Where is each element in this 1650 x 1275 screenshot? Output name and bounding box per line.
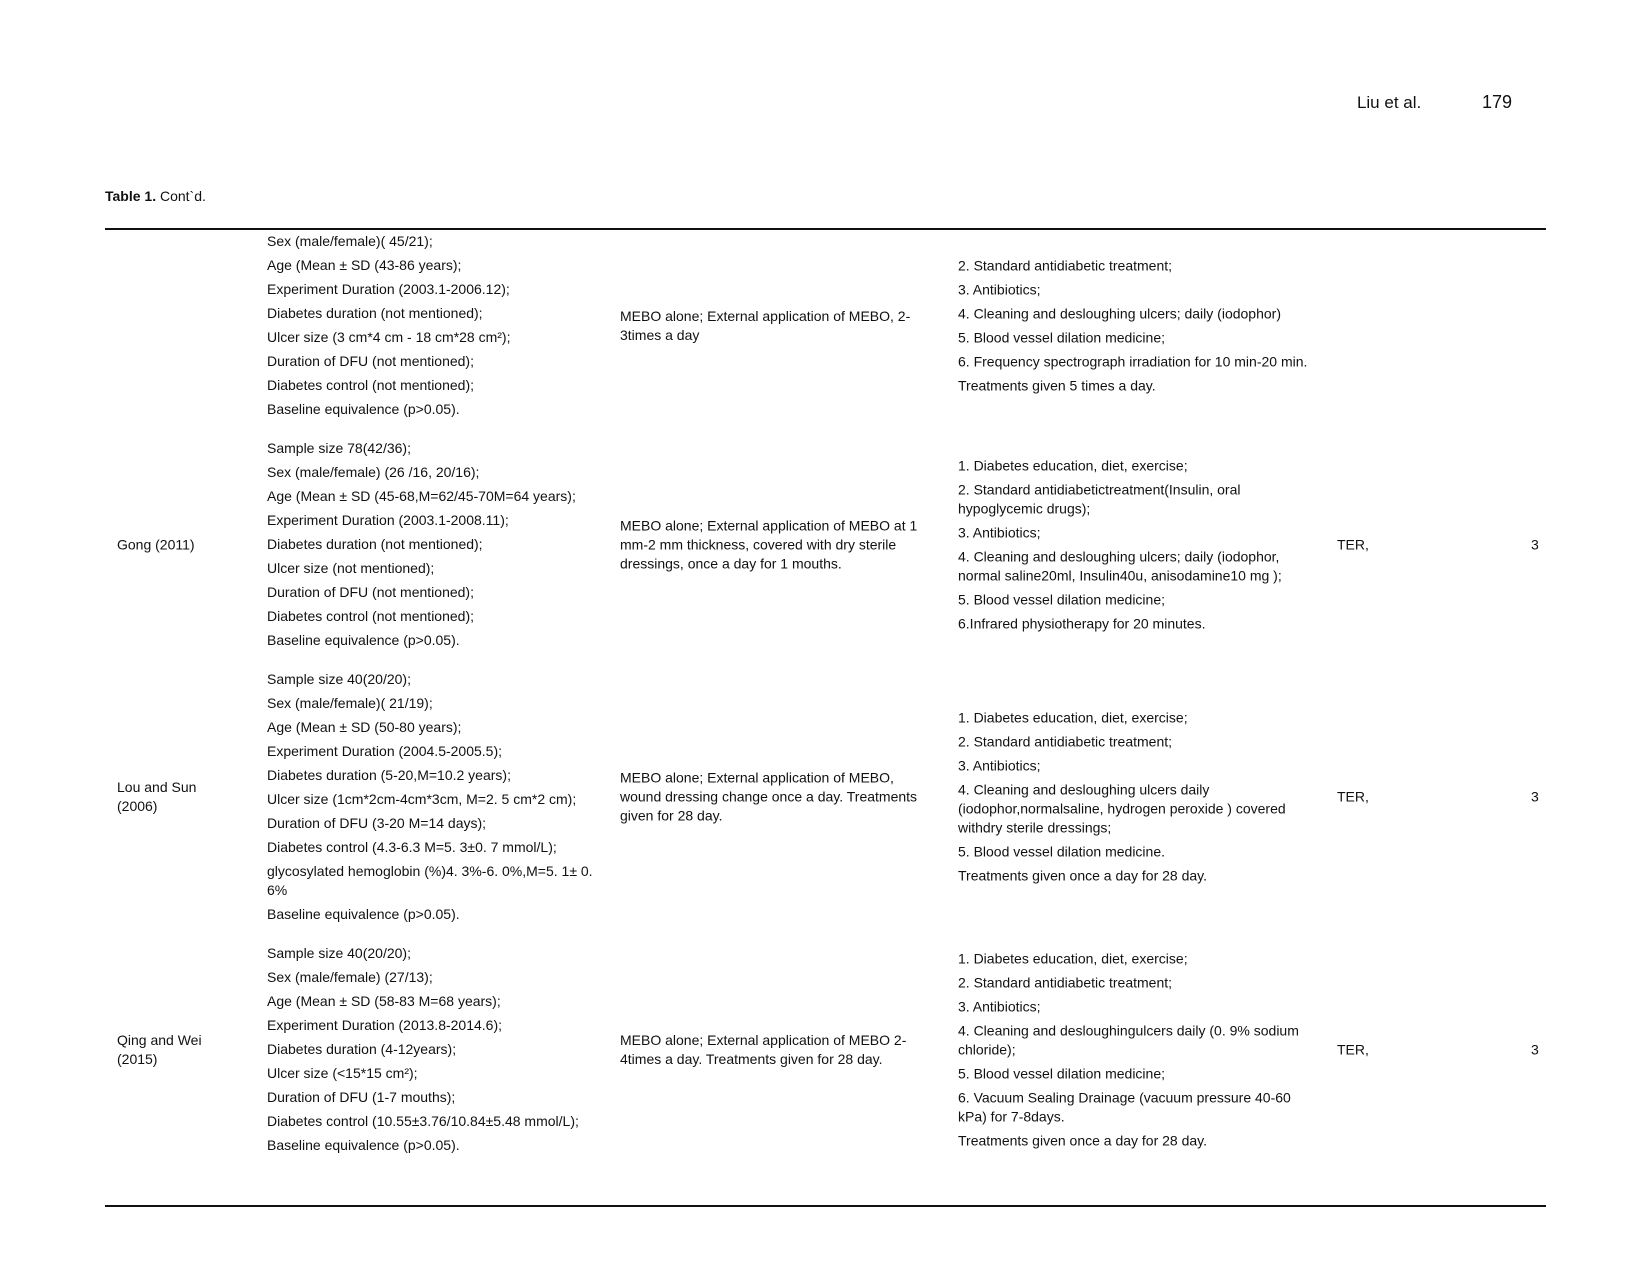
score-cell: 3 [1531,788,1539,805]
characteristic-line: Diabetes duration (not mentioned); [267,305,483,321]
intervention-cell: MEBO alone; External application of MEBO, 2-3times a day [620,307,911,343]
table-bottom-rule [105,1205,1546,1207]
table-row [105,439,1546,650]
characteristic-line: Age (Mean ± SD (50-80 years); [267,719,462,735]
characteristic-line: Sex (male/female) (27/13); [267,969,433,985]
intervention-cell: MEBO alone; External application of MEBO 2-4times a day. Treatments given for 28 day. [620,1031,907,1067]
characteristic-line: Sex (male/female) (26 /16, 20/16); [267,464,480,480]
characteristic-line: Duration of DFU (3-20 M=14 days); [267,815,487,831]
table-top-rule [105,228,1546,230]
control-line: 6. Vacuum Sealing Drainage (vacuum pressure 40-60 kPa) for 7-8days. [958,1089,1291,1124]
characteristic-line: Baseline equivalence (p>0.05). [267,632,460,648]
characteristic-line: Experiment Duration (2003.1-2008.11); [267,512,509,528]
characteristic-line: Diabetes duration (not mentioned); [267,536,483,552]
control-line: 4. Cleaning and desloughing ulcers; daily (iodophor) [958,305,1281,321]
characteristic-line: Age (Mean ± SD (43-86 years); [267,257,462,273]
study-cell: Qing and Wei (2015) [117,1031,202,1067]
characteristic-line: Sample size 40(20/20); [267,671,411,687]
control-cell [958,256,1313,395]
control-line: 5. Blood vessel dilation medicine; [958,591,1166,607]
table-caption-label: Table 1. [105,188,157,204]
characteristic-line: Baseline equivalence (p>0.05). [267,401,460,417]
running-header [1357,92,1512,113]
score-cell: 3 [1531,1041,1539,1057]
intervention-cell: MEBO alone; External application of MEBO at 1 mm-2 mm thickness, covered with dry sterile dressings, once a day for 1 mouths. [620,517,918,571]
control-line: Treatments given once a day for 28 day. [958,867,1208,884]
control-line: 1. Diabetes education, diet, exercise; [958,950,1188,966]
characteristic-line: Duration of DFU (not mentioned); [267,584,474,600]
table-row [105,232,1546,419]
table-row [105,670,1546,924]
control-line: 2. Standard antidiabetic treatment; [958,257,1173,273]
control-line: Treatments given 5 times a day. [958,377,1156,393]
control-line: 2. Standard antidiabetic treatment; [958,733,1173,750]
characteristic-line: Sex (male/female)( 21/19); [267,695,433,711]
control-line: 4. Cleaning and desloughing ulcers; daily (iodophor, normal saline20ml, Insulin40u, anisodamine10 mg ); [958,548,1282,583]
control-line: 4. Cleaning and desloughing ulcers daily (iodophor,normalsaline, hydrogen peroxide ) covered withdry sterile dressings; [958,781,1286,836]
characteristic-line: Baseline equivalence (p>0.05). [267,1137,460,1153]
characteristic-line: Duration of DFU (1-7 mouths); [267,1089,456,1105]
control-cell [958,709,1313,886]
characteristic-line: Ulcer size (<15*15 cm²); [267,1065,418,1081]
characteristic-line: Diabetes control (not mentioned); [267,608,474,624]
outcome-cell: TER, [1337,536,1369,552]
control-line: 3. Antibiotics; [958,281,1041,297]
characteristic-line: Sex (male/female)( 45/21); [267,233,433,249]
characteristic-line: Experiment Duration (2003.1-2006.12); [267,281,510,297]
characteristic-line: Ulcer size (not mentioned); [267,560,435,576]
control-line: 3. Antibiotics; [958,757,1041,774]
running-header-authors: Liu et al. [1356,93,1422,112]
control-line: 1. Diabetes education, diet, exercise; [958,709,1188,726]
characteristics-cell [267,232,597,419]
characteristic-line: Baseline equivalence (p>0.05). [267,906,460,922]
study-cell: Lou and Sun (2006) [117,779,197,814]
intervention-cell: MEBO alone; External application of MEBO, wound dressing change once a day. Treatments given for 28 day. [620,769,918,824]
characteristic-line: Duration of DFU (not mentioned); [267,353,474,369]
control-line: 3. Antibiotics; [958,524,1041,540]
characteristic-line: Diabetes control (4.3-6.3 M=5. 3±0. 7 mmol/L); [267,839,557,855]
characteristic-line: Sample size 40(20/20); [267,945,411,961]
characteristic-line: Diabetes duration (4-12years); [267,1041,457,1057]
control-line: 5. Blood vessel dilation medicine. [958,843,1166,860]
characteristic-line: Diabetes control (not mentioned); [267,377,474,393]
characteristic-line: Diabetes control (10.55±3.76/10.84±5.48 mmol/L); [267,1113,579,1129]
table-row [105,944,1546,1155]
study-cell: Gong (2011) [117,536,195,552]
characteristic-line: glycosylated hemoglobin (%)4. 3%-6. 0%,M=5. 1± 0. 6% [267,863,593,898]
control-line: 5. Blood vessel dilation medicine; [958,1065,1166,1081]
control-line: 5. Blood vessel dilation medicine; [958,329,1166,345]
control-line: 6. Frequency spectrograph irradiation for 10 min-20 min. [958,353,1308,369]
characteristic-line: Ulcer size (3 cm*4 cm - 18 cm*28 cm²); [267,329,511,345]
characteristics-cell [267,944,597,1155]
characteristic-line: Ulcer size (1cm*2cm-4cm*3cm, M=2. 5 cm*2 cm); [267,791,577,807]
control-cell [958,949,1313,1150]
characteristic-line: Diabetes duration (5-20,M=10.2 years); [267,767,511,783]
characteristic-line: Experiment Duration (2004.5-2005.5); [267,743,503,759]
control-line: 2. Standard antidiabetictreatment(Insulin, oral hypoglycemic drugs); [958,481,1241,516]
outcome-cell: TER, [1337,1041,1369,1057]
control-line: 4. Cleaning and desloughingulcers daily (0. 9% sodium chloride); [958,1022,1299,1057]
control-cell [958,456,1313,633]
table-body [105,232,1546,1155]
outcome-cell: TER, [1337,788,1369,805]
control-line: Treatments given once a day for 28 day. [958,1132,1208,1148]
table-caption [105,188,206,204]
characteristics-cell [267,670,597,924]
control-line: 1. Diabetes education, diet, exercise; [958,457,1188,473]
table-caption-text: Cont`d. [156,188,206,204]
characteristics-cell [267,439,597,650]
characteristic-line: Age (Mean ± SD (45-68,M=62/45-70M=64 years); [267,488,576,504]
page-number: 179 [1481,92,1512,112]
characteristic-line: Age (Mean ± SD (58-83 M=68 years); [267,993,501,1009]
characteristic-line: Experiment Duration (2013.8-2014.6); [267,1017,503,1033]
characteristic-line: Sample size 78(42/36); [267,440,411,456]
score-cell: 3 [1531,536,1539,552]
control-line: 3. Antibiotics; [958,998,1041,1014]
control-line: 2. Standard antidiabetic treatment; [958,974,1173,990]
control-line: 6.Infrared physiotherapy for 20 minutes. [958,615,1206,631]
